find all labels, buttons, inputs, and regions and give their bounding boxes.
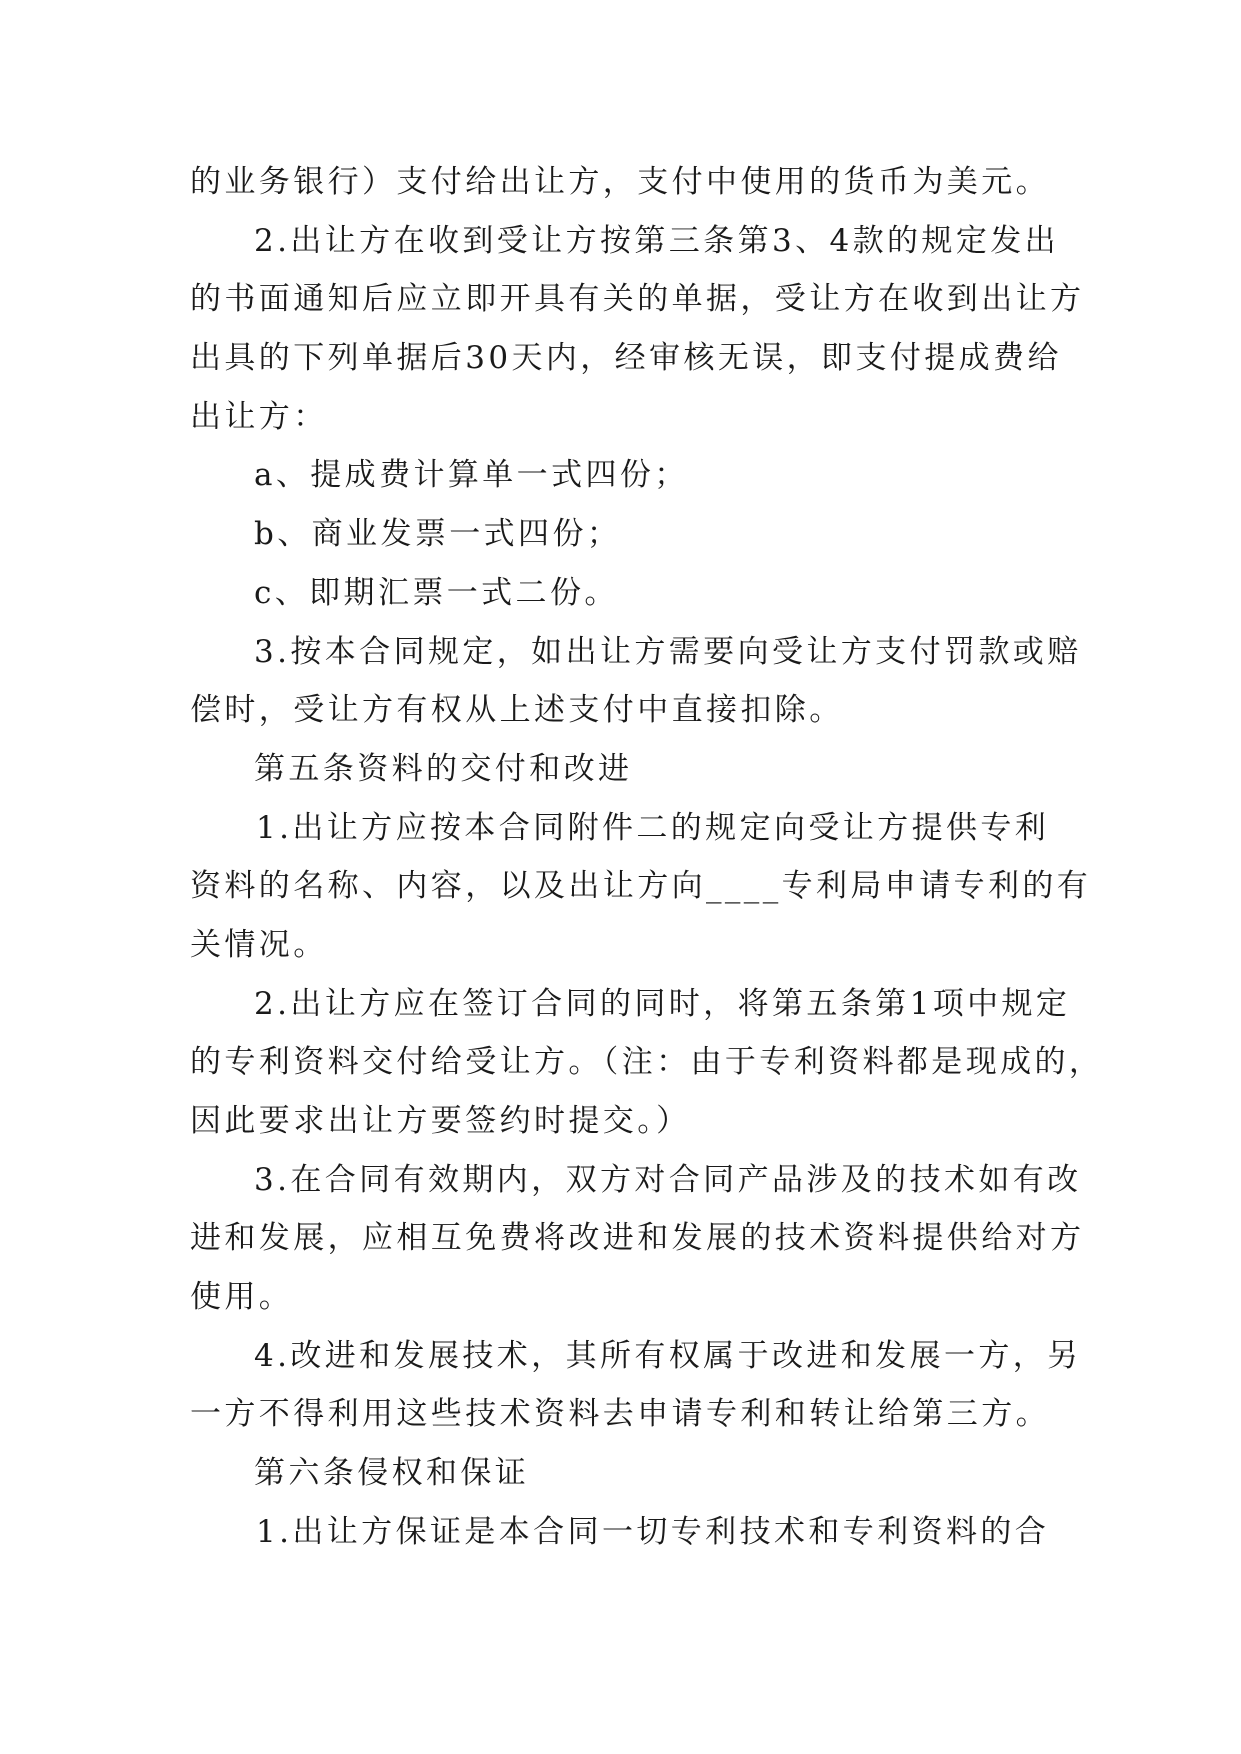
section-heading: 第五条资料的交付和改进 <box>254 750 633 787</box>
text-line: 使用。 <box>190 1279 294 1316</box>
text-line: 一方不得利用这些技术资料去申请专利和转让给第三方。 <box>190 1396 1050 1433</box>
text-line: 2.出让方在收到受让方按第三条第3、4款的规定发出 <box>254 222 1060 259</box>
text-line: 偿时，受让方有权从上述支付中直接扣除。 <box>190 692 844 729</box>
section-heading: 第六条侵权和保证 <box>254 1455 530 1492</box>
text-line: 因此要求出让方要签约时提交。） <box>190 1103 691 1139</box>
list-item: a、提成费计算单一式四份； <box>254 457 689 494</box>
list-item: c、即期汇票一式二份。 <box>254 574 619 611</box>
text-line: 的专利资料交付给受让方。（注：由于专利资料都是现成的， <box>190 1044 1104 1081</box>
text-line: 资料的名称、内容，以及出让方向____专利局申请专利的有 <box>190 868 1092 905</box>
list-item: b、商业发票一式四份； <box>254 516 622 553</box>
text-line: 3.按本合同规定，如出让方需要向受让方支付罚款或赔 <box>254 633 1082 670</box>
text-line: 关情况。 <box>190 926 328 963</box>
text-line: 2.出让方应在签订合同的同时，将第五条第1项中规定 <box>254 985 1071 1022</box>
text-line: 3.在合同有效期内，双方对合同产品涉及的技术如有改 <box>254 1161 1082 1198</box>
text-line: 1.出让方应按本合同附件二的规定向受让方提供专利 <box>256 809 1050 846</box>
text-line: 进和发展，应相互免费将改进和发展的技术资料提供给对方 <box>190 1220 1085 1257</box>
text-line: 1.出让方保证是本合同一切专利技术和专利资料的合 <box>256 1513 1050 1550</box>
text-line: 的书面通知后应立即开具有关的单据，受让方在收到出让方 <box>190 281 1085 318</box>
text-line: 出具的下列单据后30天内，经审核无误，即支付提成费给 <box>190 340 1062 377</box>
text-line: 4.改进和发展技术，其所有权属于改进和发展一方，另 <box>254 1337 1082 1374</box>
text-line: 的业务银行）支付给出让方，支付中使用的货币为美元。 <box>190 164 1050 200</box>
contract-text <box>190 153 1104 1562</box>
text-line: 出让方： <box>190 398 328 435</box>
